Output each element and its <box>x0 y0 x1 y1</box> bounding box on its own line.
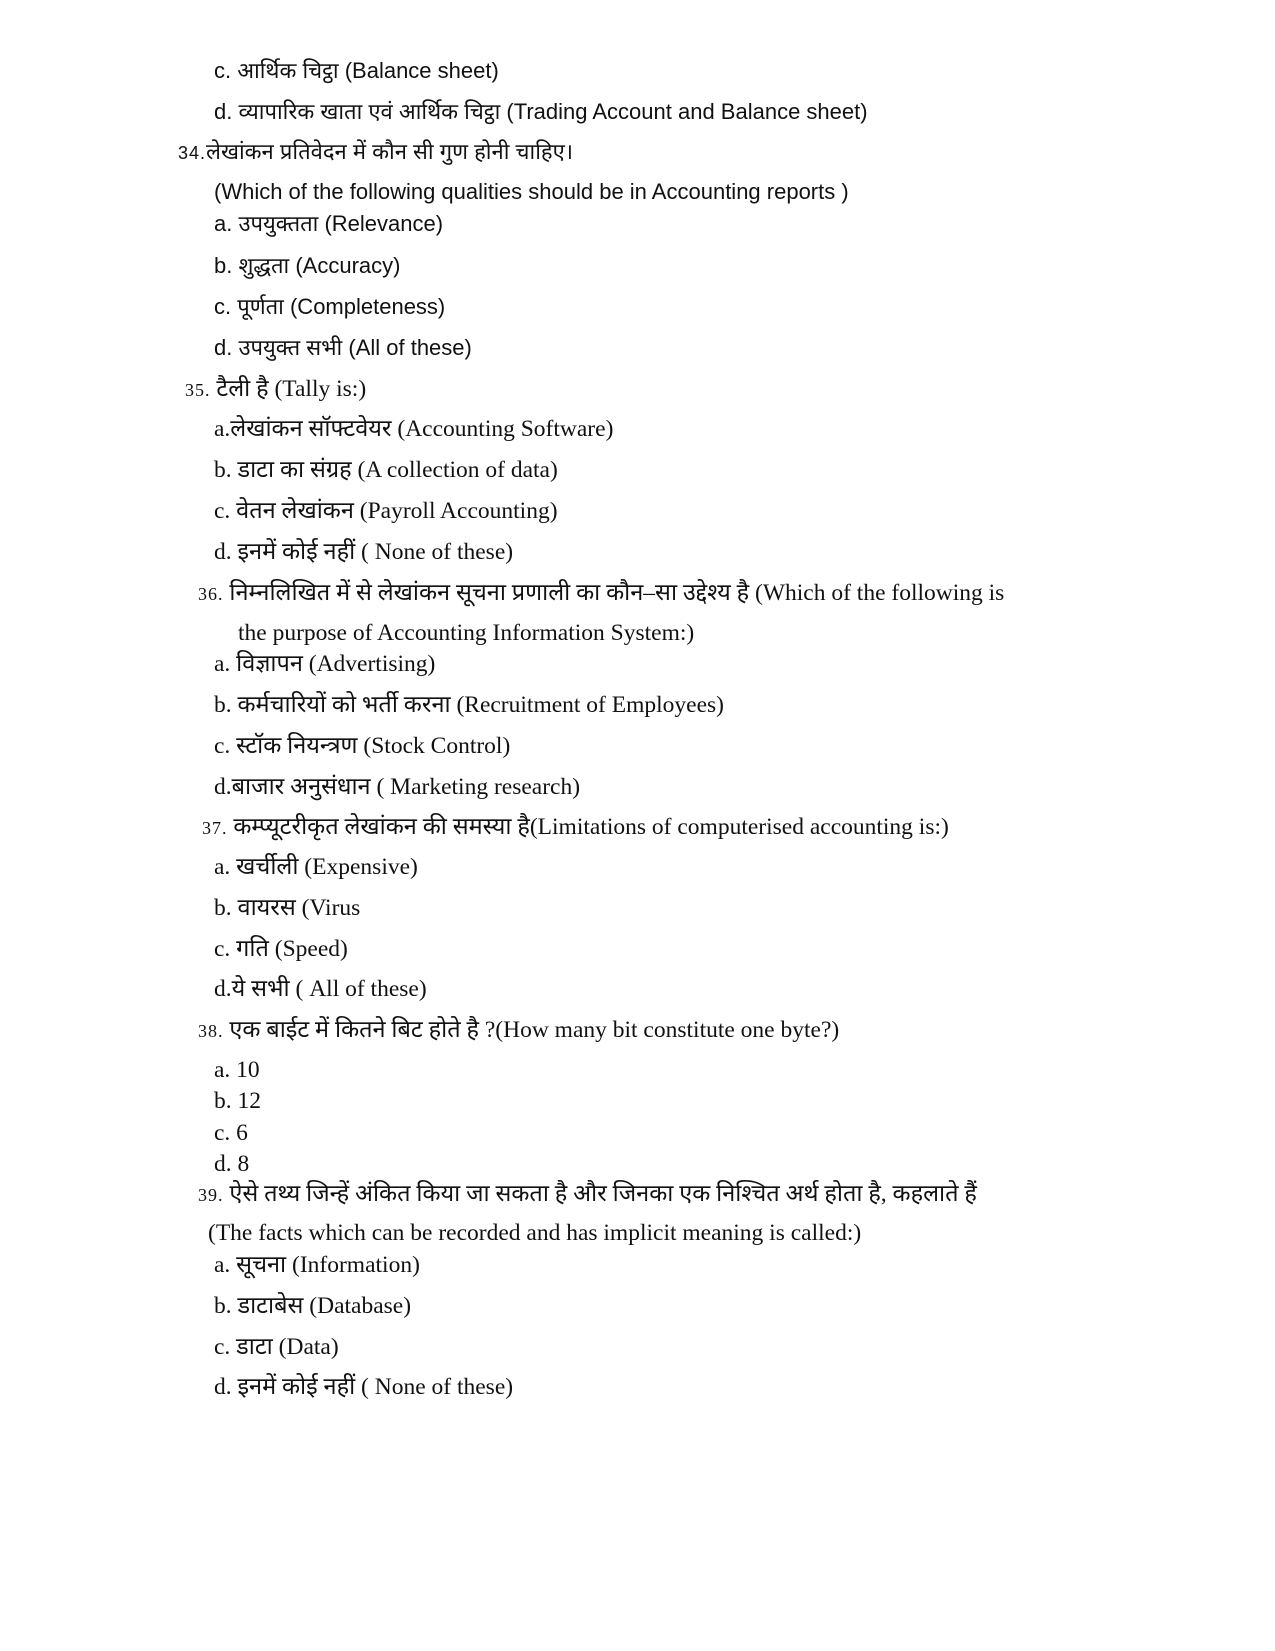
option-d-q37: d.ये सभी ( All of these) <box>214 976 427 1002</box>
question-number: 34. <box>178 143 207 163</box>
option-a-q39: a. सूचना (Information) <box>214 1252 420 1278</box>
option-d-q36: d.बाजार अनुसंधान ( Marketing research) <box>214 774 581 800</box>
question-38 <box>198 1017 839 1044</box>
option-d-q33: d. व्यापारिक खाता एवं आर्थिक चिट्ठा (Trading Account and Balance sheet) <box>214 99 868 124</box>
question-39-english: (The facts which can be recorded and has implicit meaning is called:) <box>208 1220 862 1246</box>
option-c-q38: c. 6 <box>214 1120 248 1146</box>
question-number: 38. <box>198 1021 224 1041</box>
option-d-q38: d. 8 <box>214 1151 250 1177</box>
question-36-continuation: the purpose of Accounting Information System:) <box>238 620 695 646</box>
question-text: कम्प्यूटरीकृत लेखांकन की समस्या है(Limitations of computerised accounting is:) <box>233 814 949 840</box>
option-a-q34: a. उपयुक्तता (Relevance) <box>214 211 444 236</box>
question-text: ऐसे तथ्य जिन्हें अंकित किया जा सकता है और जिनका एक निश्चित अर्थ होता है, कहलाते हैं <box>229 1181 977 1207</box>
option-b-q37: b. वायरस (Virus <box>214 895 361 921</box>
option-c-q36: c. स्टॉक नियन्त्रण (Stock Control) <box>214 733 511 759</box>
option-c-q33: c. आर्थिक चिट्ठा (Balance sheet) <box>214 58 499 83</box>
option-b-q35: b. डाटा का संग्रह (A collection of data) <box>214 457 558 483</box>
option-a-q35: a.लेखांकन सॉफ्टवेयर (Accounting Software) <box>214 416 614 442</box>
option-c-q37: c. गति (Speed) <box>214 936 348 962</box>
option-b-q39: b. डाटाबेस (Database) <box>214 1293 412 1319</box>
option-b-q36: b. कर्मचारियों को भर्ती करना (Recruitment of Employees) <box>214 692 725 718</box>
question-number: 35. <box>185 380 211 400</box>
question-35 <box>185 376 366 403</box>
question-34-english: (Which of the following qualities should be in Accounting reports ) <box>214 179 849 204</box>
question-37 <box>202 814 949 841</box>
question-number: 39. <box>198 1185 224 1205</box>
question-39 <box>198 1181 977 1208</box>
option-a-q38: a. 10 <box>214 1057 260 1083</box>
option-c-q34: c. पूर्णता (Completeness) <box>214 294 446 319</box>
question-text: निम्नलिखित में से लेखांकन सूचना प्रणाली का कौन–सा उद्देश्य है (Which of the following is <box>229 580 1005 606</box>
question-36 <box>198 580 1004 607</box>
option-c-q35: c. वेतन लेखांकन (Payroll Accounting) <box>214 498 558 524</box>
question-number: 37. <box>202 818 228 838</box>
question-text: टैली है (Tally is:) <box>216 376 367 402</box>
option-d-q39: d. इनमें कोई नहीं ( None of these) <box>214 1374 514 1400</box>
question-34 <box>178 139 573 164</box>
question-text: एक बाईट में कितने बिट होते है ?(How many bit constitute one byte?) <box>229 1017 840 1043</box>
option-b-q34: b. शुद्धता (Accuracy) <box>214 253 401 278</box>
option-c-q39: c. डाटा (Data) <box>214 1334 339 1360</box>
question-number: 36. <box>198 584 224 604</box>
option-b-q38: b. 12 <box>214 1088 261 1114</box>
option-d-q34: d. उपयुक्त सभी (All of these) <box>214 335 472 360</box>
option-a-q36: a. विज्ञापन (Advertising) <box>214 651 436 677</box>
question-text-hindi: लेखांकन प्रतिवेदन में कौन सी गुण होनी चाहिए। <box>206 139 574 164</box>
option-a-q37: a. खर्चीली (Expensive) <box>214 854 418 880</box>
option-d-q35: d. इनमें कोई नहीं ( None of these) <box>214 539 514 565</box>
